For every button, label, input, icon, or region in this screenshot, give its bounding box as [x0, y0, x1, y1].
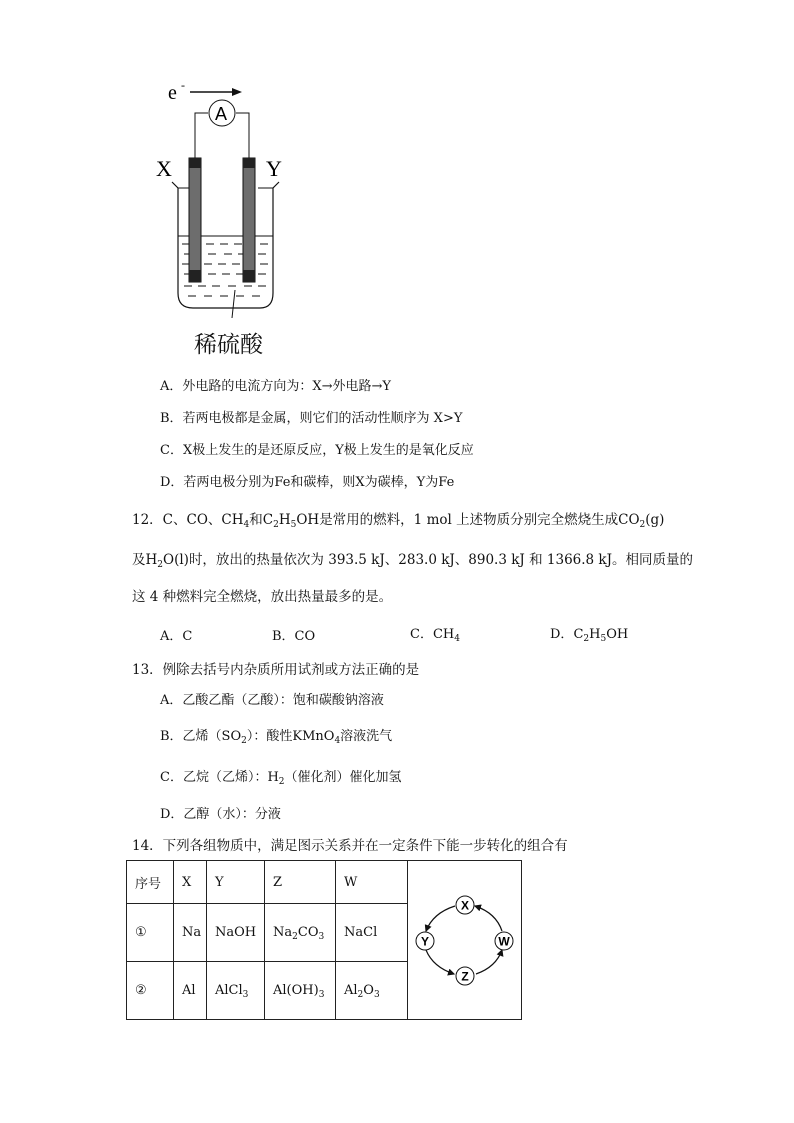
q12-stem-line1: 12．C、CO、$CH_4$和$C_2H_5OH$是常用的燃料，1 mol 上述物质分别完全燃烧生成$CO_2(g)$ [132, 512, 665, 530]
cell-x: Al [174, 962, 207, 1020]
electron-arrow-head [232, 88, 242, 96]
q11-option-d[interactable]: D．若两电极分别为Fe和碳棒，则X为碳棒，Y为Fe [160, 475, 455, 490]
q14-stem: 14．下列各组物质中，满足图示关系并在一定条件下能一步转化的组合有 [132, 838, 568, 854]
q13-option-d[interactable]: D．乙醇（水）：分液 [160, 807, 281, 822]
electrode-y-label: Y [266, 156, 282, 181]
cell-w: NaCl [336, 904, 408, 962]
cycle-node-w: W [498, 934, 510, 949]
arrow-z-to-w [476, 950, 502, 974]
cell-z: $Na_2CO_3$ [265, 904, 336, 962]
wire [236, 113, 249, 158]
cell-z: $Al(OH)_3$ [265, 962, 336, 1020]
q12-option-b[interactable]: B．CO [272, 629, 316, 644]
table-header: Y [207, 861, 265, 904]
table-header: 序号 [127, 861, 174, 904]
row-number: ② [127, 962, 174, 1020]
electrode-x-label: X [156, 156, 172, 181]
q11-option-c[interactable]: C．X极上发生的是还原反应，Y极上发生的是氧化反应 [160, 443, 474, 458]
cycle-node-y: Y [420, 934, 430, 949]
q12-option-d[interactable]: D．$C_2H_5OH$ [550, 627, 629, 644]
q12-option-a[interactable]: A．C [160, 629, 193, 644]
table-header: X [174, 861, 207, 904]
q13-stem: 13．例除去括号内杂质所用试剂或方法正确的是 [132, 662, 420, 678]
q13-option-b[interactable]: B．乙烯$(SO_2)$：酸性KMnO$_4$溶液洗气 [160, 729, 393, 746]
cell-w: $Al_2O_3$ [336, 962, 408, 1020]
cycle-diagram-cell [408, 861, 522, 1020]
cycle-node-z: Z [461, 969, 469, 984]
q12-option-c[interactable]: C．$CH_4$ [410, 627, 460, 644]
solution-label: 稀硫酸 [194, 332, 263, 358]
row-number: ① [127, 904, 174, 962]
galvanic-cell-figure [150, 78, 300, 368]
ammeter-label: A [215, 104, 228, 124]
q11-option-a[interactable]: A．外电路的电流方向为：X→外电路→Y [160, 379, 392, 394]
q13-option-c[interactable]: C．乙烷（乙烯）：$H_2$（催化剂）催化加氢 [160, 770, 402, 787]
arrow-y-to-z [426, 950, 454, 974]
q11-option-b[interactable]: B．若两电极都是金属，则它们的活动性顺序为 X>Y [160, 411, 463, 426]
cell-y: NaOH [207, 904, 265, 962]
beaker [172, 182, 279, 308]
q14-table [126, 860, 522, 1020]
arrow-w-to-x [475, 906, 502, 931]
q12-stem-line2: 及$H_2O(l)$时，放出的热量依次为 393.5 kJ、283.0 kJ、890.3 kJ 和 1366.8 kJ。相同质量的 [132, 552, 694, 570]
cycle-diagram [408, 861, 521, 1019]
label-pointer [232, 290, 235, 318]
arrow-x-to-y [426, 906, 455, 931]
cell-x: Na [174, 904, 207, 962]
cycle-node-x: X [460, 898, 470, 913]
q12-stem-line3: 这 4 种燃料完全燃烧，放出热量最多的是。 [132, 589, 393, 605]
cell-y: AlCl$_3$ [207, 962, 265, 1020]
wire [195, 113, 208, 158]
electrode-x [189, 158, 201, 282]
electrode-y [243, 158, 255, 282]
electron-label: e [168, 82, 177, 104]
electron-sup: - [181, 78, 185, 92]
q13-option-a[interactable]: A．乙酸乙酯（乙酸）：饱和碳酸钠溶液 [160, 693, 384, 708]
table-header: Z [265, 861, 336, 904]
table-header: W [336, 861, 408, 904]
